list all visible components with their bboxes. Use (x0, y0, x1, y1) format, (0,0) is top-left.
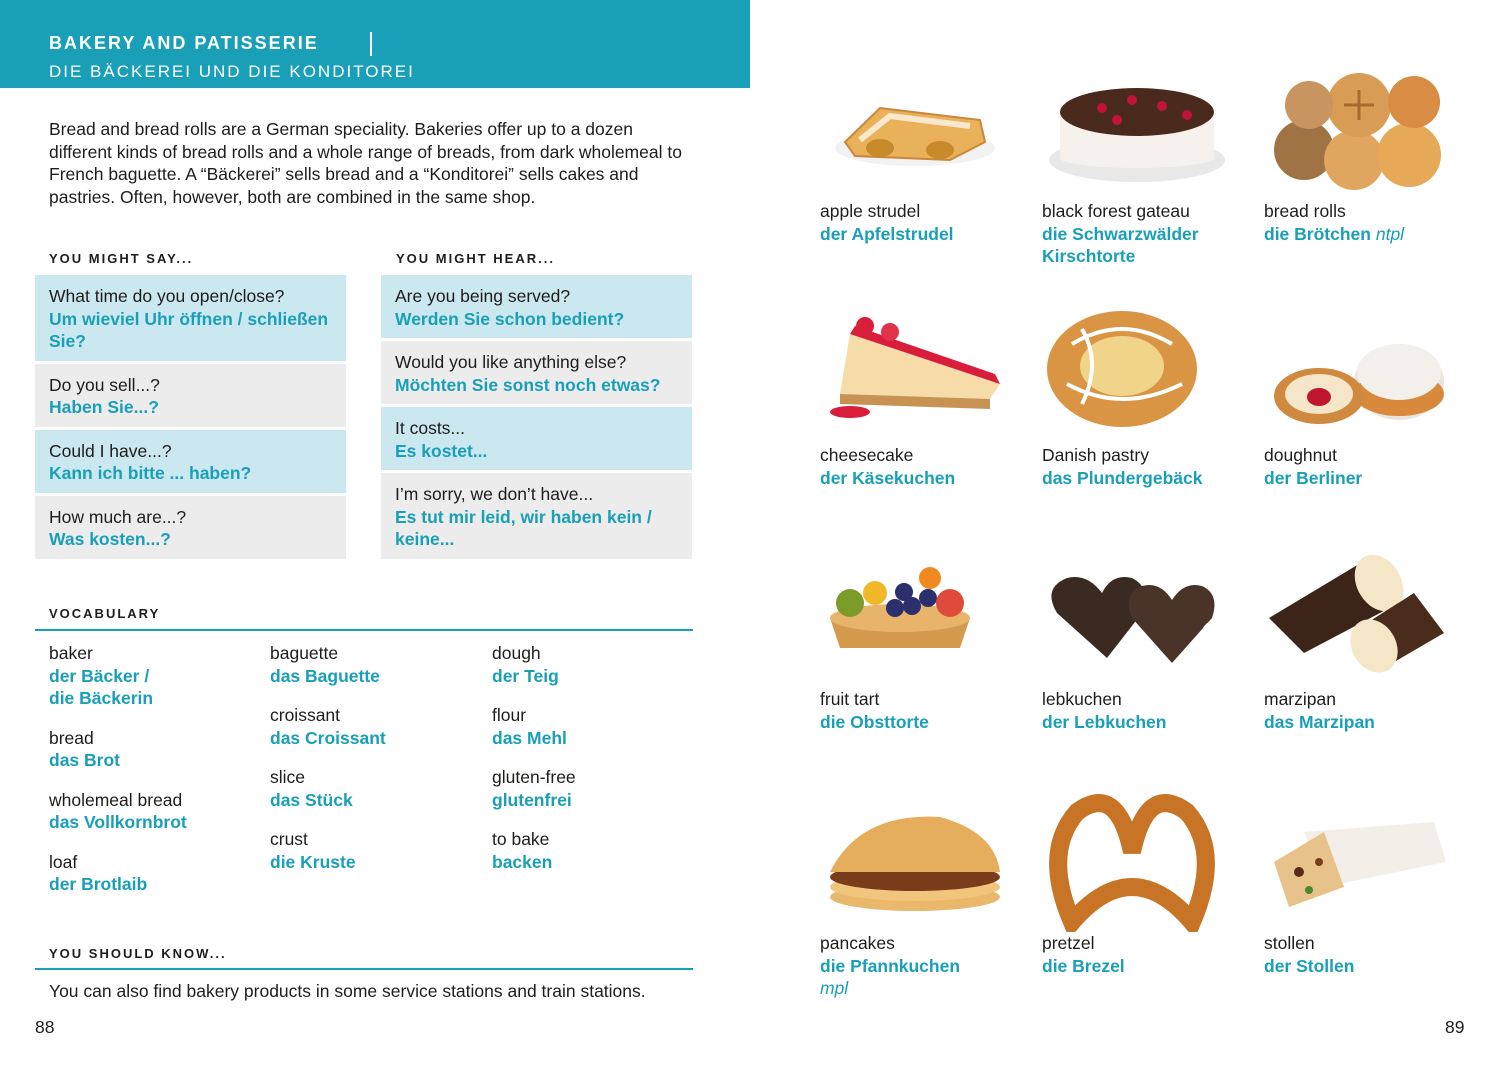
vocabulary-column-1 (49, 642, 264, 913)
food-item-danish-pastry (1042, 304, 1252, 489)
black-forest-gateau-image (1042, 60, 1232, 200)
danish-pastry-image (1042, 304, 1232, 444)
food-name-en: doughnut (1264, 445, 1337, 465)
stollen-image (1264, 792, 1454, 932)
section-header (0, 0, 750, 88)
phrase-en: It costs... (395, 418, 466, 438)
phrase-box (35, 496, 346, 559)
food-name-en: black forest gateau (1042, 201, 1190, 221)
phrase-de: Um wieviel Uhr öffnen / schließen Sie? (49, 308, 329, 351)
page-number-right: 89 (1445, 1017, 1465, 1037)
food-name-en: bread rolls (1264, 201, 1346, 221)
phrase-box (35, 364, 346, 427)
phrase-de: Werden Sie schon bedient? (395, 308, 625, 329)
vocab-item (492, 766, 707, 811)
phrase-en: Could I have...? (49, 440, 172, 461)
phrase-box (381, 341, 692, 404)
phrase-box (381, 275, 692, 338)
you-might-hear-list (381, 275, 692, 562)
phrase-de: Es kostet... (395, 440, 488, 461)
phrase-de: Kann ich bitte ... haben? (49, 463, 252, 483)
vocab-en: croissant (270, 705, 341, 725)
doughnut-image (1264, 304, 1454, 444)
vocab-item (270, 766, 485, 811)
apple-strudel-image (820, 60, 1010, 200)
vocab-de: die Kruste (270, 851, 356, 872)
vocabulary-heading: VOCABULARY (49, 606, 161, 621)
vocab-de: das Stück (270, 789, 353, 810)
phrase-en: Do you sell...? (49, 374, 160, 395)
vocab-en: crust (270, 829, 308, 849)
you-might-say-heading: YOU MIGHT SAY... (49, 251, 194, 266)
fruit-tart-image (820, 548, 1010, 688)
phrase-de: Haben Sie...? (49, 397, 159, 417)
vocab-item (492, 704, 707, 749)
vocab-en: baguette (270, 643, 339, 663)
food-item-doughnut (1264, 304, 1474, 489)
vocab-en: baker (49, 643, 93, 663)
food-name-de: die Brötchen ntpl (1264, 223, 1405, 244)
vocab-de: der Teig (492, 665, 559, 686)
phrase-box (35, 275, 346, 361)
cheesecake-image (820, 304, 1010, 444)
food-name-de: die Schwarzwälder Kirschtorte (1042, 223, 1199, 266)
food-item-stollen (1264, 792, 1474, 977)
vocab-item (270, 642, 485, 687)
food-item-pretzel (1042, 792, 1252, 977)
vocab-de: backen (492, 851, 553, 872)
bread-rolls-image (1264, 60, 1454, 200)
food-item-apple-strudel (820, 60, 1030, 245)
food-item-fruit-tart (820, 548, 1030, 733)
phrase-de: Möchten Sie sonst noch etwas? (395, 374, 661, 395)
title-divider (370, 32, 372, 56)
vocab-en: gluten-free (492, 767, 576, 787)
food-item-lebkuchen (1042, 548, 1252, 733)
phrase-box (381, 407, 692, 470)
vocab-item (492, 828, 707, 873)
food-name-de: die Pfannkuchen mpl (820, 955, 961, 998)
food-name-de: die Obsttorte (820, 711, 929, 732)
food-name-en: Danish pastry (1042, 445, 1149, 465)
vocabulary-column-2 (270, 642, 485, 890)
vocab-en: to bake (492, 829, 550, 849)
vocab-item (49, 851, 264, 896)
phrase-box (381, 473, 692, 559)
food-name-de: der Lebkuchen (1042, 711, 1167, 732)
vocab-de: das Mehl (492, 727, 567, 748)
vocab-item (49, 642, 264, 710)
you-should-know-rule (35, 968, 693, 970)
you-should-know-text: You can also find bakery products in some service stations and train stations. (49, 981, 646, 1001)
page-number-left: 88 (35, 1017, 55, 1037)
vocab-item (492, 642, 707, 687)
food-name-de: der Käsekuchen (820, 467, 956, 488)
marzipan-image (1264, 548, 1454, 688)
vocab-item (270, 704, 485, 749)
phrase-box (35, 430, 346, 493)
food-item-black-forest-gateau (1042, 60, 1252, 268)
vocab-en: loaf (49, 851, 78, 872)
vocab-en: wholemeal bread (49, 789, 183, 810)
phrase-en: Are you being served? (395, 286, 571, 306)
vocab-de: glutenfrei (492, 789, 572, 810)
phrase-de: Es tut mir leid, wir haben kein / keine... (395, 506, 652, 549)
food-name-en: fruit tart (820, 689, 880, 709)
vocab-de: das Baguette (270, 665, 380, 686)
phrase-en: What time do you open/close? (49, 286, 285, 306)
vocab-de: der Bäcker / die Bäckerin (49, 665, 154, 708)
food-name-en: cheesecake (820, 445, 914, 465)
phrase-en: I’m sorry, we don’t have... (395, 484, 594, 504)
food-name-en: stollen (1264, 933, 1315, 953)
lebkuchen-image (1042, 548, 1232, 688)
food-name-de: der Apfelstrudel (820, 223, 954, 244)
section-title-en: BAKERY AND PATISSERIE (49, 33, 319, 53)
vocabulary-column-3 (492, 642, 707, 890)
vocab-de: das Brot (49, 750, 120, 770)
food-item-cheesecake (820, 304, 1030, 489)
vocab-item (49, 727, 264, 772)
food-name-de: das Plundergebäck (1042, 467, 1203, 488)
vocab-de: das Croissant (270, 727, 386, 748)
you-should-know-heading: YOU SHOULD KNOW... (49, 946, 227, 961)
vocabulary-rule (35, 629, 693, 631)
vocab-item (49, 789, 264, 834)
pancakes-image (820, 792, 1010, 932)
food-name-en: marzipan (1264, 689, 1336, 709)
food-name-en: pancakes (820, 933, 895, 953)
vocab-en: flour (492, 705, 527, 725)
phrase-en: How much are...? (49, 506, 187, 527)
food-item-bread-rolls (1264, 60, 1474, 245)
vocab-item (270, 828, 485, 873)
you-might-hear-heading: YOU MIGHT HEAR... (396, 251, 555, 266)
vocab-de: das Vollkornbrot (49, 812, 187, 832)
food-name-de: der Berliner (1264, 467, 1363, 488)
phrase-en: Would you like anything else? (395, 352, 627, 372)
section-title-de: DIE BÄCKEREI UND DIE KONDITOREI (49, 62, 415, 81)
phrase-de: Was kosten...? (49, 529, 171, 549)
food-name-de: das Marzipan (1264, 711, 1375, 732)
food-item-marzipan (1264, 548, 1474, 733)
vocab-en: bread (49, 727, 94, 748)
vocab-en: dough (492, 643, 541, 663)
food-name-en: apple strudel (820, 201, 921, 221)
food-name-en: lebkuchen (1042, 689, 1122, 709)
food-name-de: die Brezel (1042, 955, 1125, 976)
food-name-de: der Stollen (1264, 955, 1355, 976)
intro-paragraph: Bread and bread rolls are a German speciality. Bakeries offer up to a dozen different kinds of bread rolls and a whole range of breads, from dark wholemeal to French baguette. A “Bäckerei” sells bread and a “Konditorei” sells cakes and pastries. Often, however, both are combined in the same shop. (49, 119, 682, 207)
you-might-say-list (35, 275, 346, 562)
vocab-de: der Brotlaib (49, 874, 148, 894)
food-name-en: pretzel (1042, 933, 1095, 953)
pretzel-image (1042, 792, 1232, 932)
food-item-pancakes (820, 792, 1030, 1000)
vocab-en: slice (270, 767, 306, 787)
